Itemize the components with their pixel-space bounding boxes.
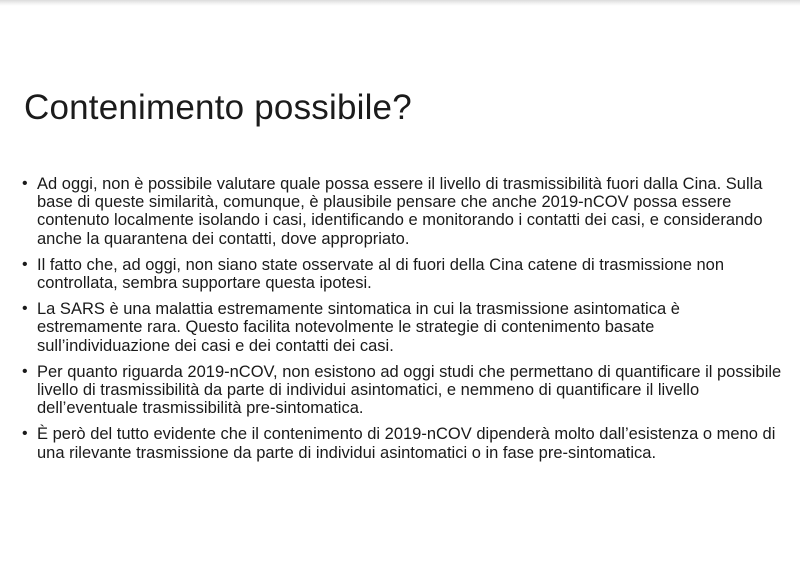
bullet-text: La SARS è una malattia estremamente sintomatica in cui la trasmissione asintomatica è estremamente rara. Questo facilita notevolmente le strategie di contenimento basate sull’individuazione dei casi e dei contatti dei casi. — [37, 300, 680, 355]
slide-title: Contenimento possibile? — [24, 88, 412, 127]
bullet-list — [22, 175, 782, 470]
bullet-text: È però del tutto evidente che il contenimento di 2019-nCOV dipenderà molto dall’esistenza o meno di una rilevante trasmissione da parte di individui asintomatici o in fase pre-sintomatica. — [37, 425, 776, 462]
bullet-text: Il fatto che, ad oggi, non siano state osservate al di fuori della Cina catene di trasmissione non controllata, sembra supportare questa ipotesi. — [37, 255, 724, 293]
bullet-item — [22, 425, 782, 461]
top-edge-artifact — [0, 0, 800, 6]
bullet-marker: • — [22, 362, 28, 380]
bullet-marker: • — [22, 255, 28, 273]
bullet-item — [22, 256, 782, 292]
bullet-text: Per quanto riguarda 2019-nCOV, non esistono ad oggi studi che permettano di quantificare il possibile livello di trasmissibilità da parte di individui asintomatici, e nemmeno di quantificare il livello dell’eventuale trasmissibilità pre-sintomatica. — [37, 362, 782, 418]
bullet-item — [22, 175, 782, 248]
bullet-text: Ad oggi, non è possibile valutare quale possa essere il livello di trasmissibilità fuori dalla Cina. Sulla base di queste similarità, comunque, è plausibile pensare che anche 2019-nCOV possa essere contenuto localmente isolando i casi, identificando e monitorando i contatti dei casi, e considerando anche la quarantena dei contatti, dove appropriato. — [37, 175, 763, 248]
bullet-marker: • — [22, 425, 28, 443]
bullet-item — [22, 363, 782, 418]
bullet-marker: • — [22, 300, 28, 318]
bullet-item — [22, 300, 782, 355]
bullet-marker: • — [22, 175, 28, 192]
